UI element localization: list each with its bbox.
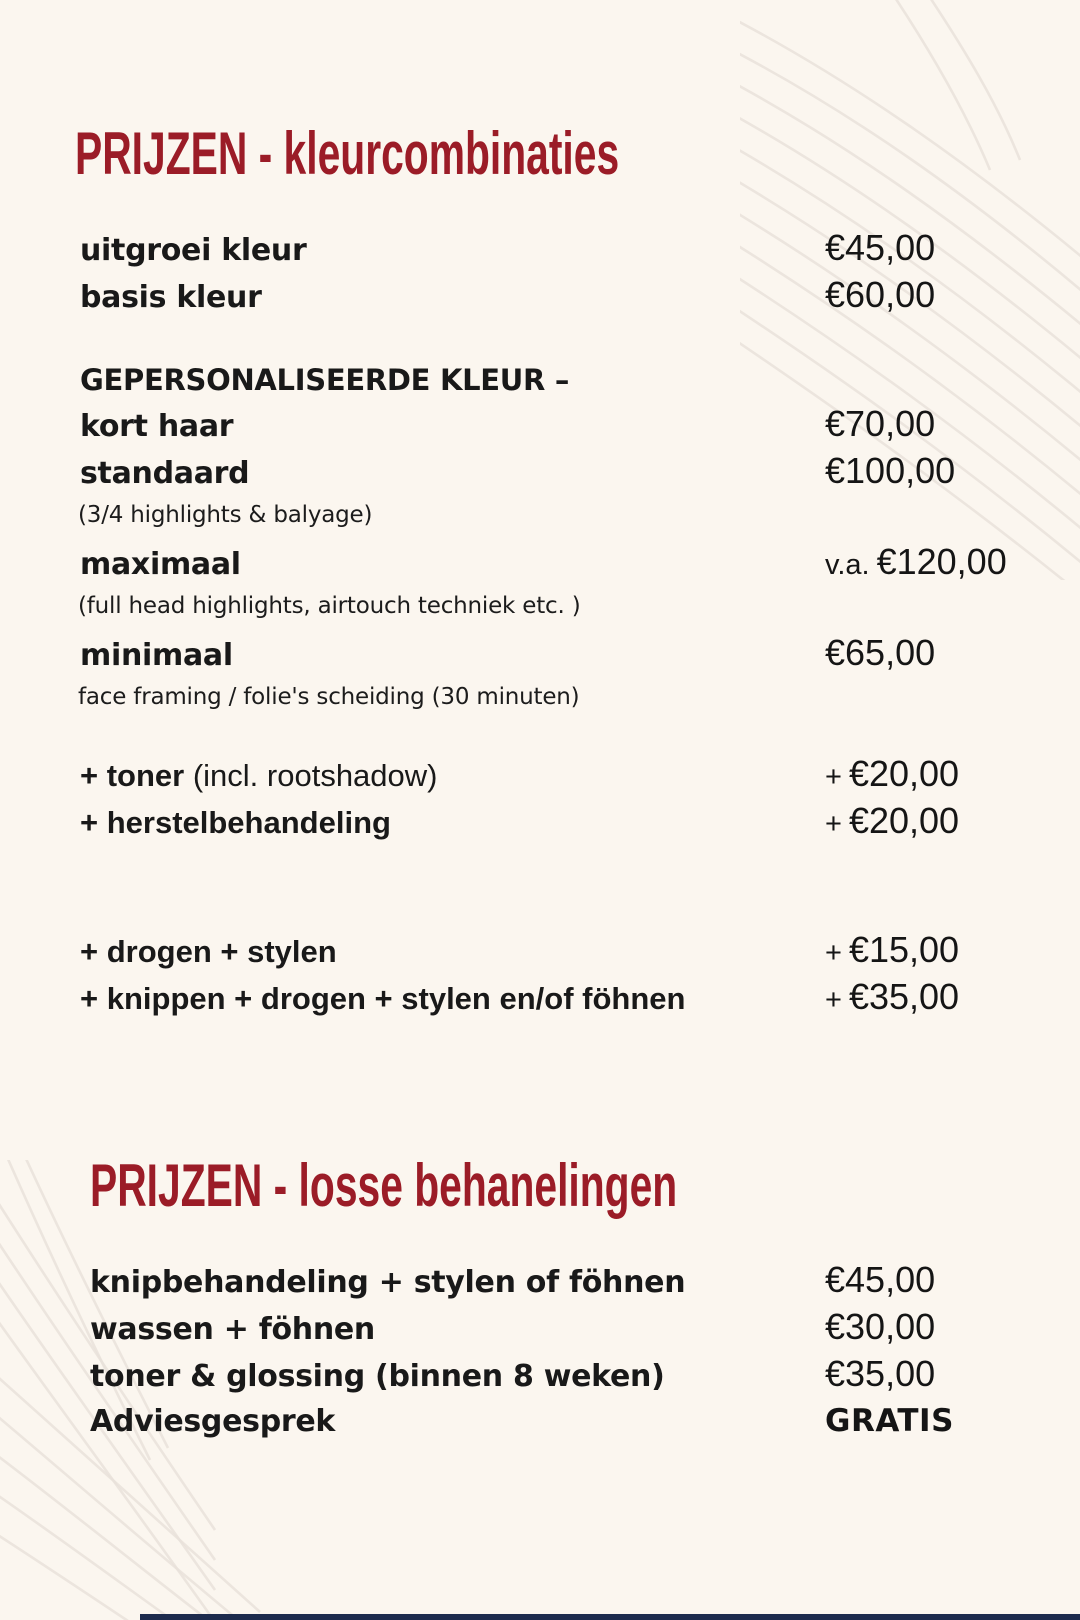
item-label: maximaal [80, 547, 241, 582]
price-prefix: + [825, 937, 842, 969]
price-amount: €20,00 [848, 800, 960, 841]
item-description: (3/4 highlights & balyage) [78, 502, 373, 528]
item-label: + knippen + drogen + stylen en/of föhnen [80, 981, 686, 1016]
item-price: €30,00 [825, 1306, 936, 1347]
price-row-basis-kleur [80, 273, 1020, 320]
item-description: (full head highlights, airtouch techniek etc. ) [78, 593, 581, 619]
item-price: €100,00 [825, 450, 956, 491]
item-price [825, 752, 1020, 799]
personalized-color-price-group [80, 358, 1020, 720]
price-row-standaard [80, 449, 1020, 496]
item-label: basis kleur [80, 280, 262, 315]
single-treatments-price-group [90, 1258, 1020, 1444]
price-prefix: + [825, 808, 842, 840]
item-label: toner & glossing (binnen 8 weken) [90, 1359, 665, 1394]
price-prefix: + [825, 761, 842, 793]
item-label: kort haar [80, 409, 234, 444]
bottom-accent-bar [140, 1614, 1080, 1620]
item-price: GRATIS [825, 1403, 954, 1439]
price-row-toner [80, 752, 1020, 799]
addon-treatment-price-group [80, 752, 1020, 846]
price-amount: €20,00 [848, 753, 960, 794]
price-prefix: v.a. [825, 549, 870, 581]
basic-color-price-group [80, 226, 1020, 320]
item-label-suffix: (incl. rootshadow) [184, 758, 438, 793]
item-price: €60,00 [825, 274, 936, 315]
item-price: €35,00 [825, 1353, 936, 1394]
styling-addon-price-group [80, 928, 1020, 1022]
item-label: wassen + föhnen [90, 1312, 375, 1347]
price-amount: €35,00 [848, 976, 960, 1017]
item-price [825, 975, 1020, 1022]
item-price: €45,00 [825, 1259, 936, 1300]
price-prefix: + [825, 984, 842, 1016]
price-row-drogen-stylen [80, 928, 1020, 975]
price-row-wassen-fohnen [90, 1305, 1020, 1352]
item-price: €70,00 [825, 403, 936, 444]
price-row-minimaal [80, 631, 1020, 678]
item-label: standaard [80, 456, 250, 491]
price-row-adviesgesprek [90, 1399, 1020, 1444]
item-price [825, 928, 1020, 975]
price-amount: €120,00 [876, 541, 1007, 582]
price-row-maximaal [80, 540, 1020, 587]
item-label-bold: + toner [80, 758, 185, 793]
price-row-kort-haar [80, 402, 1020, 449]
item-description: face framing / folie's scheiding (30 minuten) [78, 684, 580, 710]
price-row-knippen-drogen-stylen [80, 975, 1020, 1022]
item-label: + drogen + stylen [80, 934, 337, 969]
price-row-knipbehandeling [90, 1258, 1020, 1305]
item-label: knipbehandeling + stylen of föhnen [90, 1265, 686, 1300]
price-row-uitgroei-kleur [80, 226, 1020, 273]
section2-title: PRIJZEN - losse behanelingen [90, 1152, 678, 1219]
price-row-toner-glossing [90, 1352, 1020, 1399]
item-label: + herstelbehandeling [80, 805, 391, 840]
section1-title: PRIJZEN - kleurcombinaties [75, 120, 620, 187]
price-amount: €15,00 [848, 929, 960, 970]
item-price [825, 799, 1020, 846]
group-header: GEPERSONALISEERDE KLEUR – [80, 363, 570, 397]
item-price [825, 540, 1020, 587]
item-price: €65,00 [825, 632, 936, 673]
item-label: minimaal [80, 638, 233, 673]
item-price: €45,00 [825, 227, 936, 268]
item-label: uitgroei kleur [80, 233, 307, 268]
group-header-row [80, 358, 1020, 402]
item-label [80, 754, 825, 798]
item-label: Adviesgesprek [90, 1404, 336, 1439]
price-row-herstelbehandeling [80, 799, 1020, 846]
